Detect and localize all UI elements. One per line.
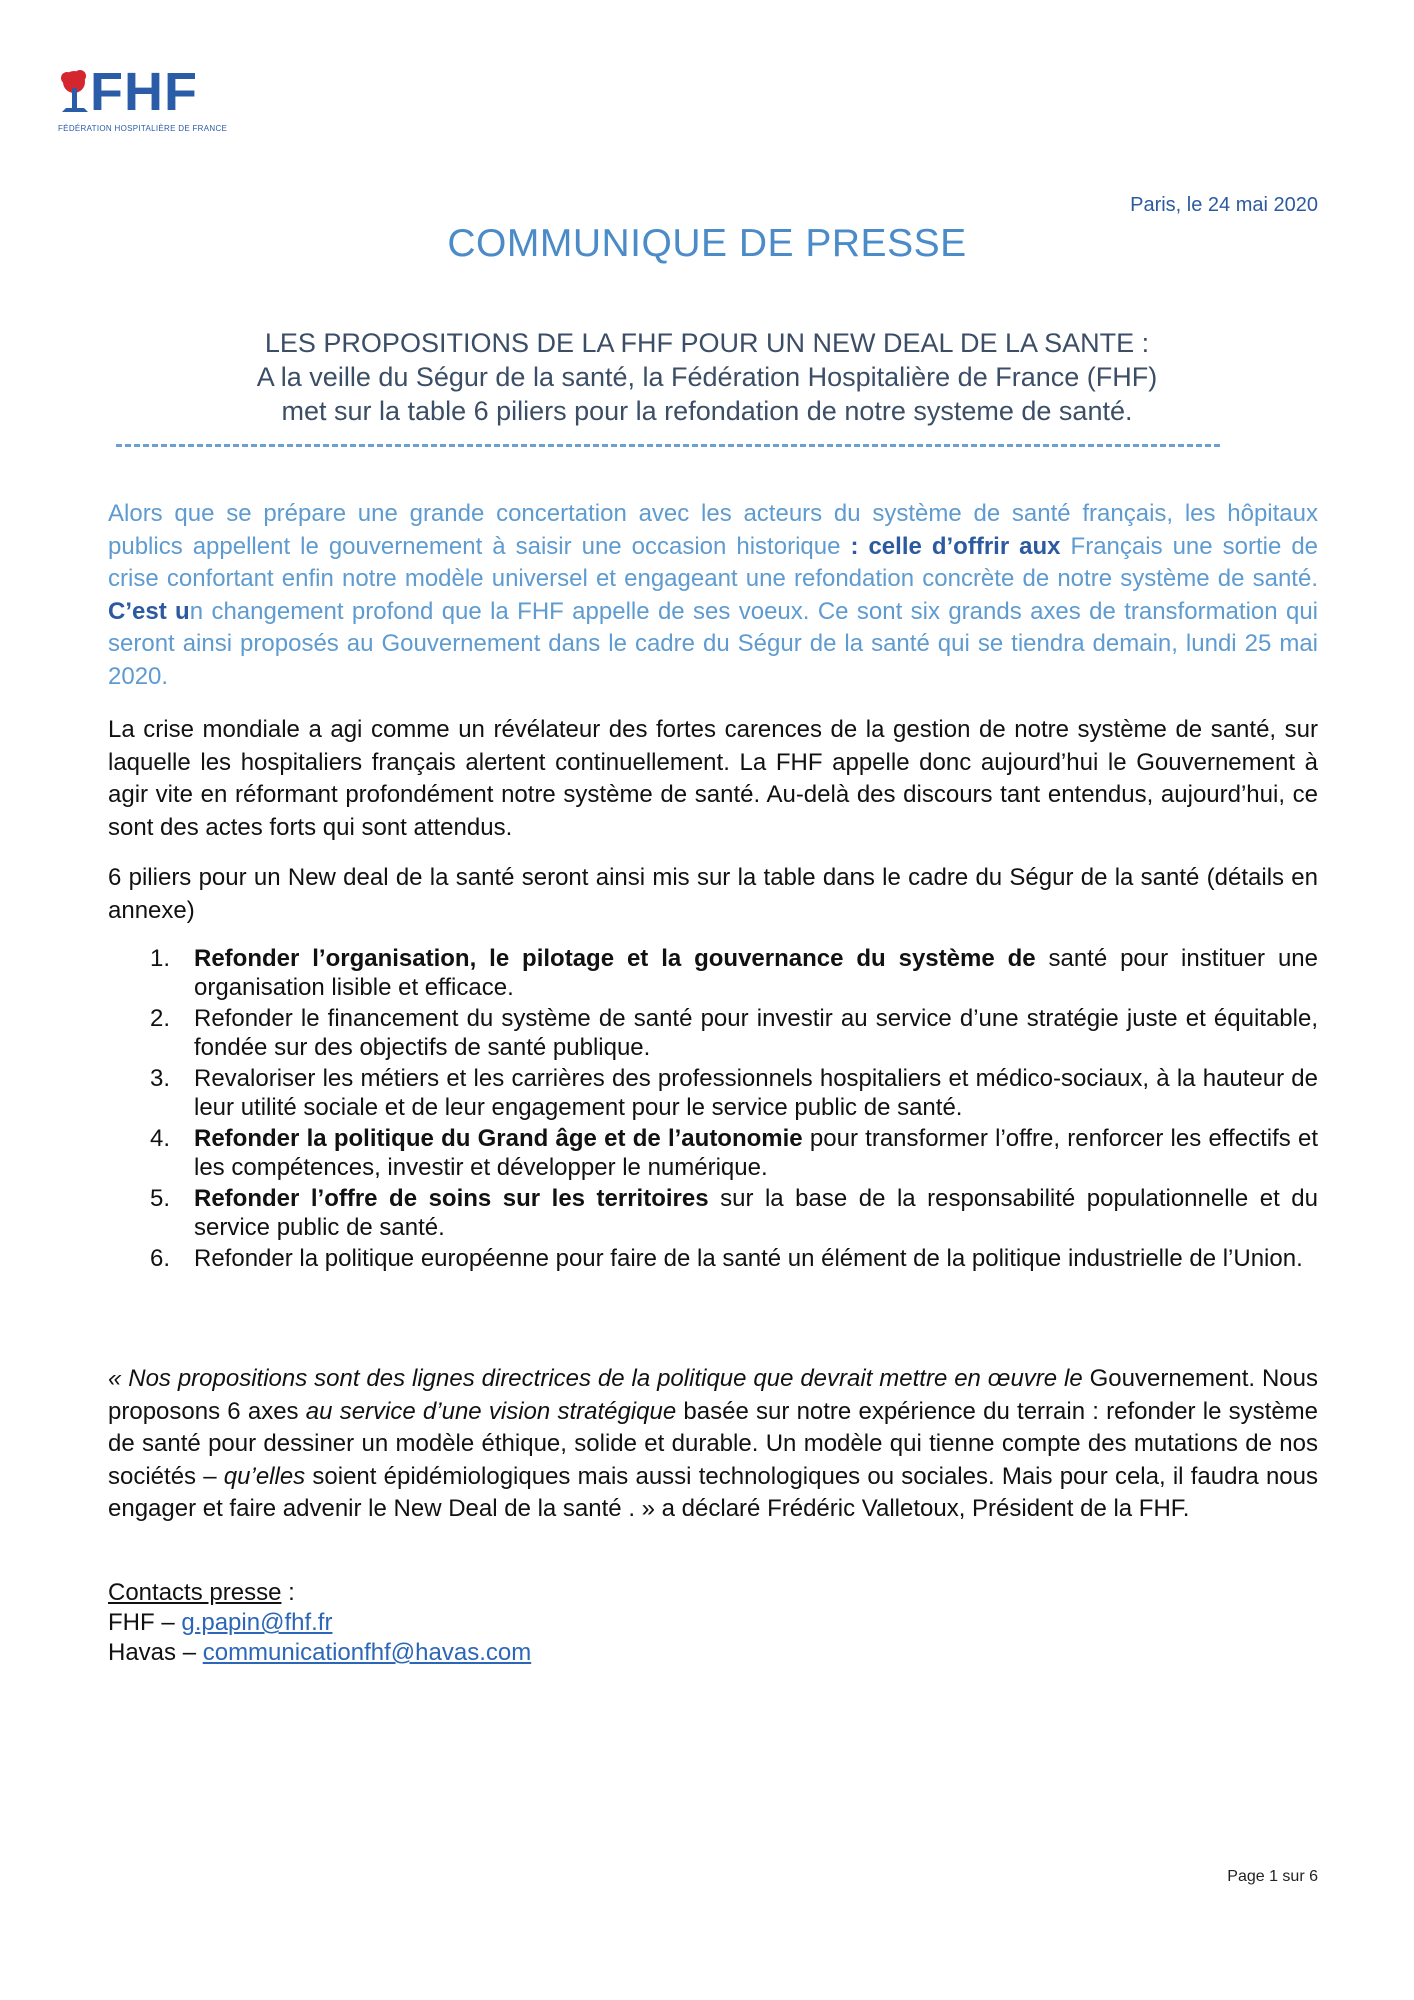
quote-text: soient épidémiologiques mais aussi technologiques ou sociales. Mais pour cela, il faudra nous engager et faire advenir le New Deal de la santé . » a déclaré Frédéric Valletoux, Président de la FHF. [108, 1462, 1318, 1522]
subheading [150, 326, 1264, 428]
quote-italic: qu’elles [223, 1462, 306, 1490]
dateline: Paris, le 24 mai 2020 [1130, 194, 1318, 216]
document-title: COMMUNIQUE DE PRESSE [447, 222, 967, 265]
list-item-number: 2. [150, 1005, 171, 1032]
quote-text: basée sur notre expérience du terrain : refonder le système de santé pour dessiner un modèle éthique, solide et durable. Un modèle qui tienne compte des mutations de nos sociétés – [108, 1397, 1319, 1490]
dashed-divider [116, 444, 1220, 447]
list-item-bold: Refonder la politique du Grand âge et de l’autonomie [194, 1125, 803, 1152]
intro-text: Français une sortie de crise confortant enfin notre modèle universel et engageant une refondation concrète de notre système de santé. [108, 532, 1319, 592]
list-item-number: 1. [150, 945, 171, 972]
subheading-line-1: LES PROPOSITIONS DE LA FHF POUR UN NEW DEAL DE LA SANTE : [264, 328, 1150, 358]
contact-fhf [108, 1608, 531, 1638]
subheading-line-3: met sur la table 6 piliers pour la refondation de notre systeme de santé. [281, 396, 1133, 426]
page-number: Page 1 sur 6 [1227, 1868, 1318, 1885]
contact-havas [108, 1638, 531, 1668]
intro-emphasis: : celle d’offrir aux [850, 532, 1061, 560]
list-item [108, 944, 1318, 1002]
press-contacts [108, 1578, 531, 1668]
body-paragraph: La crise mondiale a agi comme un révélateur des fortes carences de la gestion de notre système de santé, sur laquelle les hospitaliers français alertent continuellement. La FHF appelle donc aujourd’hui le Gouvernement à agir vite en réformant profondément notre système de santé. Au-delà des discours tant entendus, aujourd’hui, ce sont des actes forts qui sont attendus. [108, 716, 1318, 841]
contact-havas-email-link[interactable]: communicationfhf@havas.com [202, 1639, 532, 1666]
contact-havas-label: Havas – [108, 1639, 203, 1666]
list-item-bold: Refonder l’organisation, le pilotage et la gouvernance du système de [194, 945, 1036, 972]
contact-fhf-email-link[interactable]: g.papin@fhf.fr [181, 1609, 333, 1636]
list-item [108, 1124, 1318, 1182]
president-quote [108, 1363, 1318, 1526]
logo-wordmark: FHF [90, 62, 198, 122]
intro-emphasis: C’est u [108, 597, 190, 625]
list-item [108, 1004, 1318, 1062]
list-item-number: 4. [150, 1125, 171, 1152]
fhf-logo [52, 54, 228, 144]
pillars-list [108, 944, 1318, 1275]
quote-text: Gouvernement. Nous proposons 6 axes [108, 1365, 1318, 1425]
list-item-text: Refonder le financement du système de santé pour investir au service d’une stratégie juste et équitable, fondée sur des objectifs de santé publique. [194, 1005, 1318, 1061]
contacts-heading-text: Contacts presse [108, 1579, 282, 1606]
intro-paragraph [108, 498, 1318, 693]
list-item [108, 1244, 1318, 1273]
quote-italic: « Nos propositions sont des lignes directrices de la politique que devrait mettre en œuvre le [108, 1365, 1083, 1392]
quote-italic: au service d’une vision stratégique [305, 1397, 677, 1425]
list-item [108, 1064, 1318, 1122]
list-item-text: santé pour instituer une organisation lisible et efficace. [194, 945, 1318, 1001]
contacts-heading [108, 1578, 531, 1608]
pillars-intro-paragraph: 6 piliers pour un New deal de la santé seront ainsi mis sur la table dans le cadre du Ségur de la santé (détails en annexe) [108, 864, 1318, 924]
contacts-heading-colon: : [281, 1579, 295, 1606]
list-item-number: 6. [150, 1245, 171, 1272]
list-item-text: Revaloriser les métiers et les carrières des professionnels hospitaliers et médico-sociaux, à la hauteur de leur utilité sociale et de leur engagement pour le service public de santé. [194, 1065, 1318, 1121]
list-item-text: pour transformer l’offre, renforcer les effectifs et les compétences, investir et développer le numérique. [194, 1125, 1318, 1181]
list-item [108, 1184, 1318, 1242]
intro-text: n changement profond que la FHF appelle de ses voeux. Ce sont six grands axes de transformation qui seront ainsi proposés au Gouvernement dans le cadre du Ségur de la santé qui se tiendra demain, lundi 25 mai 2020. [108, 597, 1319, 690]
list-item-text: sur la base de la responsabilité populationnelle et du service public de santé. [194, 1185, 1318, 1241]
contact-fhf-label: FHF – [108, 1609, 182, 1636]
list-item-bold: Refonder l’offre de soins sur les territoires [194, 1185, 709, 1212]
intro-text: Alors que se prépare une grande concertation avec les acteurs du système de santé français, les hôpitaux publics appellent le gouvernement à saisir une occasion historique [108, 500, 1318, 560]
list-item-number: 3. [150, 1065, 171, 1092]
logo-subtitle: FÉDÉRATION HOSPITALIÈRE DE FRANCE [58, 124, 228, 133]
list-item-number: 5. [150, 1185, 171, 1212]
list-item-text: Refonder la politique européenne pour faire de la santé un élément de la politique industrielle de l’Union. [194, 1245, 1303, 1272]
subheading-line-2: A la veille du Ségur de la santé, la Fédération Hospitalière de France (FHF) [256, 362, 1158, 392]
